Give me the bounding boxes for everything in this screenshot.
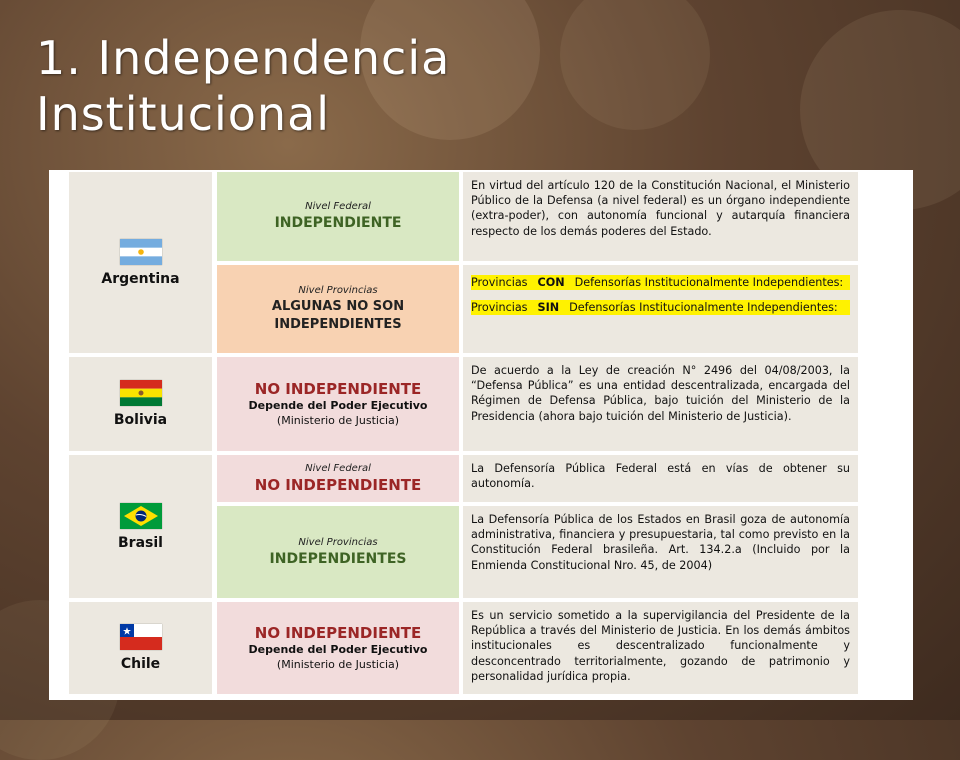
status-cell [217, 357, 459, 451]
country-cell-bolivia [69, 357, 212, 451]
status-cell-provincias [217, 265, 459, 353]
status-text: INDEPENDIENTES [269, 550, 407, 567]
country-name: Chile [120, 656, 161, 672]
country-name: Brasil [118, 534, 163, 551]
highlight-sin: Provincias SIN Defensorías Institucionalmente Independientes: [471, 300, 850, 315]
flag-brasil-icon [120, 503, 162, 529]
status-subtitle: (Ministerio de Justicia) [276, 414, 400, 427]
status-subtitle: Depende del Poder Ejecutivo [248, 643, 428, 656]
flag-chile-icon [120, 624, 162, 650]
status-text: INDEPENDIENTES [274, 316, 402, 332]
slide-title [36, 30, 450, 142]
description-cell: Es un servicio sometido a la supervigilancia del Presidente de la República a través del Ministerio de Justicia. En los demás ámbitos institucionales es descentralizado funcionalmente y desconcentrado territorialmente, gozando de patrimonio y personalidad jurídica propia. [463, 602, 858, 694]
comparison-table [49, 170, 913, 700]
country-cell-chile [69, 602, 212, 694]
level-label: Nivel Provincias [298, 284, 378, 296]
keyword-sin: SIN [537, 301, 560, 315]
status-cell-provincias [217, 506, 459, 598]
status-cell [217, 602, 459, 694]
row-bolivia [69, 357, 858, 451]
status-text: INDEPENDIENTE [274, 215, 402, 231]
bokeh-light [560, 0, 710, 130]
level-label: Nivel Federal [305, 201, 371, 212]
level-label: Nivel Federal [305, 463, 371, 474]
status-subtitle: (Ministerio de Justicia) [276, 658, 400, 671]
status-cell-federal [217, 455, 459, 502]
country-name: Argentina [101, 270, 180, 287]
status-text: NO INDEPENDIENTE [254, 380, 422, 398]
country-cell-argentina [69, 172, 212, 353]
row-brasil [69, 455, 858, 598]
status-subtitle: Depende del Poder Ejecutivo [248, 399, 428, 412]
slide-title-line2: Institucional [36, 87, 331, 141]
status-cell-federal [217, 172, 459, 261]
description-cell [463, 265, 858, 353]
status-text: NO INDEPENDIENTE [254, 624, 422, 642]
description-cell: De acuerdo a la Ley de creación N° 2496 del 04/08/2003, la “Defensa Pública” es una entidad descentralizada, encargada del Régimen de Defensa Pública, bajo tuición del Ministerio de la Presidencia (ahora bajo tuición del Ministerio de Justicia). [463, 357, 858, 451]
description-cell: La Defensoría Pública de los Estados en Brasil goza de autonomía administrativa, financiera y presupuestaria, tal como previsto en la Constitución Federal brasileña. Art. 134.2.a (Incluido por la Enmienda Constitucional Nro. 45, de 2004) [463, 506, 858, 598]
description-cell: La Defensoría Pública Federal está en vías de obtener su autonomía. [463, 455, 858, 502]
highlight-con: Provincias CON Defensorías Institucionalmente Independientes: [471, 275, 850, 290]
country-name: Bolivia [113, 412, 168, 428]
flag-bolivia-icon [120, 380, 162, 406]
level-label: Nivel Provincias [298, 536, 378, 548]
country-cell-brasil [69, 455, 212, 598]
description-cell: En virtud del artículo 120 de la Constitución Nacional, el Ministerio Público de la Defensa (a nivel federal) es un órgano independiente (extra-poder), con autonomía funcional y autarquía financiera respecto de los demás poderes del Estado. [463, 172, 858, 261]
status-text: ALGUNAS NO SON [271, 298, 405, 314]
flag-argentina-icon [120, 239, 162, 265]
slide-title-line1: 1. Independencia [36, 31, 451, 85]
row-argentina [69, 172, 858, 353]
keyword-con: CON [537, 276, 565, 289]
row-chile [69, 602, 858, 694]
status-text: NO INDEPENDIENTE [254, 476, 422, 494]
